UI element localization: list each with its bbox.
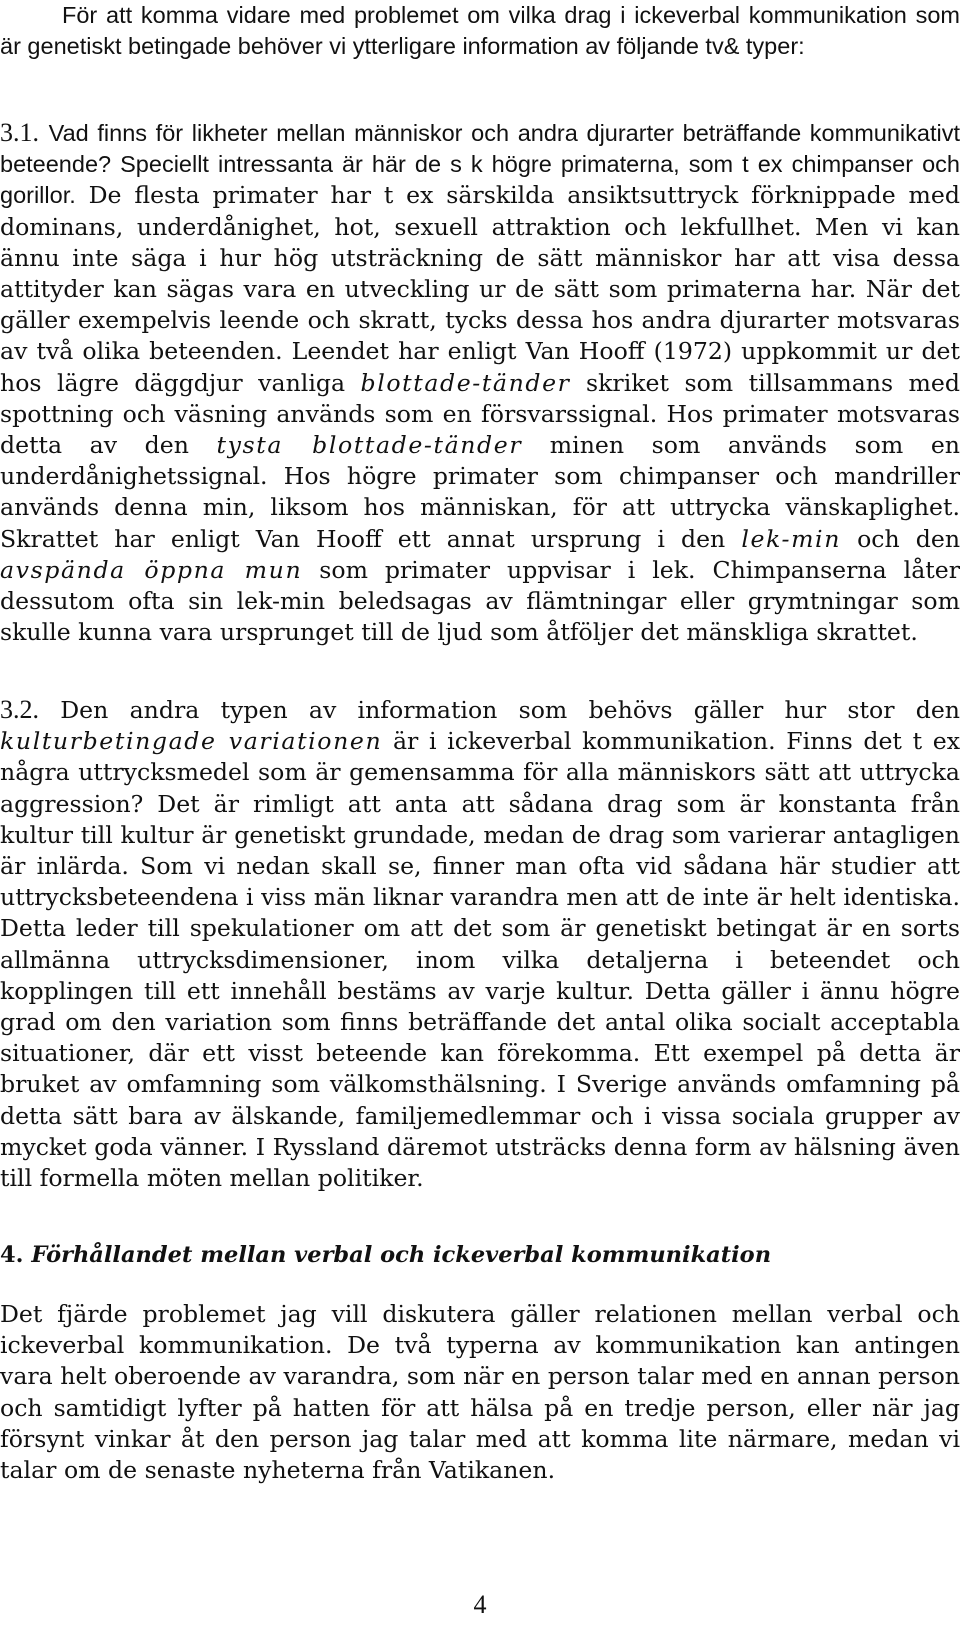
section-3-1-text-6: som primater uppvisar i lek. Chimpanserna låter dessutom ofta sin lek-min beledsagas av flämtningar eller grymtningar som skulle kunna vara ursprunget till de ljud som åtföljer det mänskliga skrattet. [0, 555, 960, 647]
section-3-1-paragraph [0, 117, 960, 648]
section-3-1-text-2: De flesta primater har t ex särskilda ansiktsuttryck förknippade med dominans, underdånighet, hot, sexuell attraktion och lekfullhet. Men vi kan ännu inte säga i hur hög utsträckning de sätt människor har att visa dessa attityder kan sägas vara en utveckling ur de sätt som primaterna har. När det gäller exempelvis leende och skratt, tycks dessa hos andra djurarter motsvaras av två olika beteenden. Leendet har enligt Van Hooff (1972) uppkommit ur det hos lägre däggdjur vanliga [0, 181, 960, 397]
section-4-number: 4. [0, 1242, 24, 1268]
section-4-heading [0, 1241, 960, 1269]
intro-text: För att komma vidare med problemet om vilka drag i ickeverbal kommunikation som är genetiskt betingade behöver vi ytterligare information av följande tv& typer: [0, 2, 960, 60]
emphasis-kulturbetingade-variationen: kulturbetingade variationen [0, 727, 383, 756]
section-3-2-text-1: Den andra typen av information som behövs gäller hur stor den [60, 696, 960, 724]
emphasis-avspanda-oppna-mun: avspända öppna mun [0, 555, 303, 584]
section-4-title: Förhållandet mellan verbal och ickeverbal kommunikation [31, 1242, 772, 1268]
section-3-1-text-4: minen som används som en underdånighetssignal. Hos högre primater som chimpanser och mandriller används denna min, liksom hos människan, för att uttrycka vänskaplighet. Skrattet har enligt Van Hooff ett annat ursprung i den [0, 431, 960, 553]
emphasis-tysta-blottade-tander: tysta blottade-tänder [216, 431, 523, 460]
section-4-body: Det fjärde problemet jag vill diskutera gäller relationen mellan verbal och ickeverbal kommunikation. De två typerna av kommunikation kan antingen vara helt oberoende av varandra, som när en person talar med en annan person och samtidigt lyfter på hatten för att hälsa på en tredje person, eller när jag försynt vinkar åt den person jag talar med att komma lite närmare, medan vi talar om de senaste nyheterna från Vatikanen. [0, 1300, 960, 1485]
intro-paragraph [0, 0, 960, 62]
section-3-2-number: 3.2. [0, 695, 39, 724]
section-3-1-text-1: Vad finns för likheter mellan människor och andra djurarter beträffande kommunikativt beteende? Speciellt intressanta är här de s k högre primaterna, som t ex chimpanser och gorillor. [0, 120, 960, 209]
section-3-1-text-5: och den [857, 524, 960, 553]
section-3-1-number: 3.1. [0, 118, 39, 147]
emphasis-blottade-tander: blottade-tänder [360, 368, 571, 397]
page-number: 4 [473, 1590, 487, 1619]
section-3-2-paragraph [0, 694, 960, 1194]
section-3-2-text-2: är i ickeverbal kommunikation. Finns det t ex några uttrycksmedel som är gemensamma för alla människors sätt att uttrycka aggression? Det är rimligt att anta att sådana drag som är konstanta från kultur till kultur är genetiskt grundade, medan de drag som varierar antagligen är inlärda. Som vi nedan skall se, finner man ofta vid sådana här studier att uttrycksbeteendena i viss män liknar varandra men att de inte är helt identiska. Detta leder till spekulationer om att det som är genetiskt betingat är en sorts allmänna uttrycksdimensioner, inom vilka detaljerna i beteendet och kopplingen till ett innehåll bestäms av varje kultur. Detta gäller i ännu högre grad om den variation som finns beträffande det antal olika socialt acceptabla situationer, där ett visst beteende kan förekomma. Ett exempel på detta är bruket av omfamning som välkomsthälsning. I Sverige används omfamning på detta sätt bara av älskande, familjemedlemmar och i vissa sociala grupper av mycket goda vänner. I Ryssland däremot utsträcks denna form av hälsning även till formella möten mellan politiker. [0, 727, 960, 1193]
emphasis-lek-min: lek-min [741, 524, 841, 553]
section-4-paragraph [0, 1299, 960, 1486]
section-3-1-text-3: skriket som tillsammans med spottning och väsning används som en försvarssignal. Hos primater motsvaras detta av den [0, 368, 960, 460]
